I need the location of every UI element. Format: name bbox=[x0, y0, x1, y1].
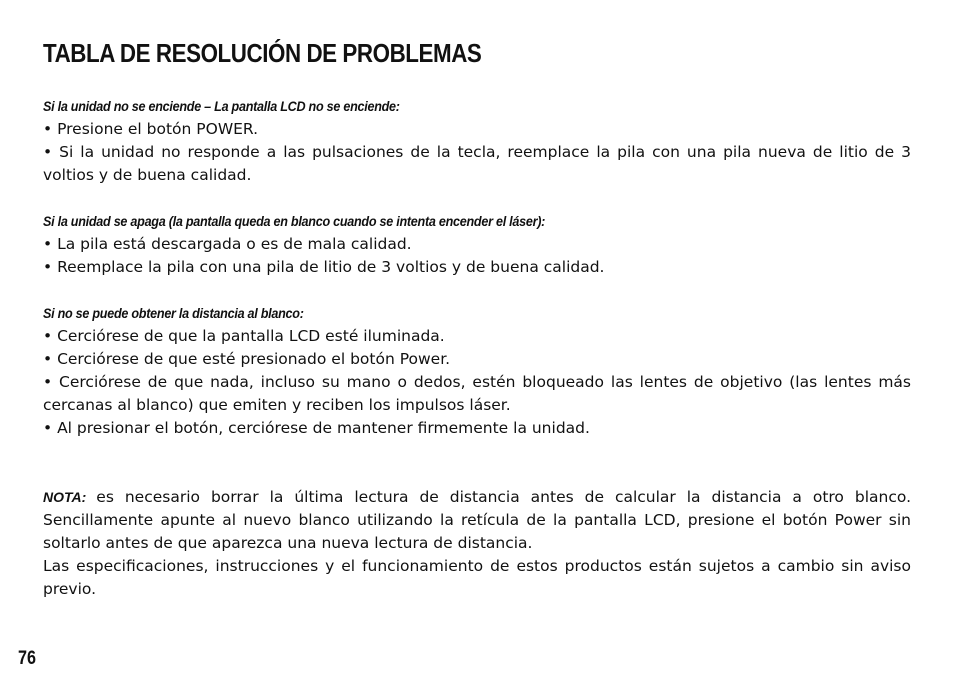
note-paragraph bbox=[43, 486, 911, 555]
bullet-item: • La pila está descargada o es de mala calidad. bbox=[43, 235, 412, 253]
page-number: 76 bbox=[18, 648, 36, 669]
disclaimer-text: Las especificaciones, instrucciones y el funcionamiento de estos productos están sujetos a cambio sin aviso previo. bbox=[43, 557, 911, 598]
bullet-item: • Presione el botón POWER. bbox=[43, 120, 259, 138]
bullet-item: • Cerciórese de que nada, incluso su mano o dedos, estén bloqueado las lentes de objetivo (las lentes más cercanas al blanco) que emiten y reciben los impulsos láser. bbox=[43, 373, 911, 414]
section-heading: Si la unidad se apaga (la pantalla queda en blanco cuando se intenta encender el láser): bbox=[43, 213, 546, 229]
section-no-power bbox=[43, 95, 911, 187]
note-block bbox=[43, 486, 911, 601]
note-text: es necesario borrar la última lectura de distancia antes de calcular la distancia a otro blanco. Sencillamente apunte al nuevo blanco utilizando la retícula de la pantalla LCD, presione el botón Power sin soltarlo antes de que aparezca una nueva lectura de distancia. bbox=[43, 488, 911, 552]
bullet-item: • Si la unidad no responde a las pulsaciones de la tecla, reemplace la pila con una pila nueva de litio de 3 voltios y de buena calidad. bbox=[43, 143, 911, 184]
bullet-item: • Cerciórese de que esté presionado el botón Power. bbox=[43, 350, 451, 368]
bullet-item: • Al presionar el botón, cerciórese de mantener firmemente la unidad. bbox=[43, 419, 590, 437]
bullet-item: • Reemplace la pila con una pila de litio de 3 voltios y de buena calidad. bbox=[43, 258, 605, 276]
bullet-item: • Cerciórese de que la pantalla LCD esté iluminada. bbox=[43, 327, 445, 345]
page-title: TABLA DE RESOLUCIÓN DE PROBLEMAS bbox=[43, 38, 482, 68]
section-unit-turns-off bbox=[43, 210, 911, 279]
section-no-distance bbox=[43, 302, 911, 440]
section-heading: Si la unidad no se enciende – La pantalla LCD no se enciende: bbox=[43, 98, 400, 114]
troubleshooting-content bbox=[43, 95, 911, 440]
section-heading: Si no se puede obtener la distancia al blanco: bbox=[43, 305, 304, 321]
note-label: NOTA: bbox=[43, 489, 87, 505]
